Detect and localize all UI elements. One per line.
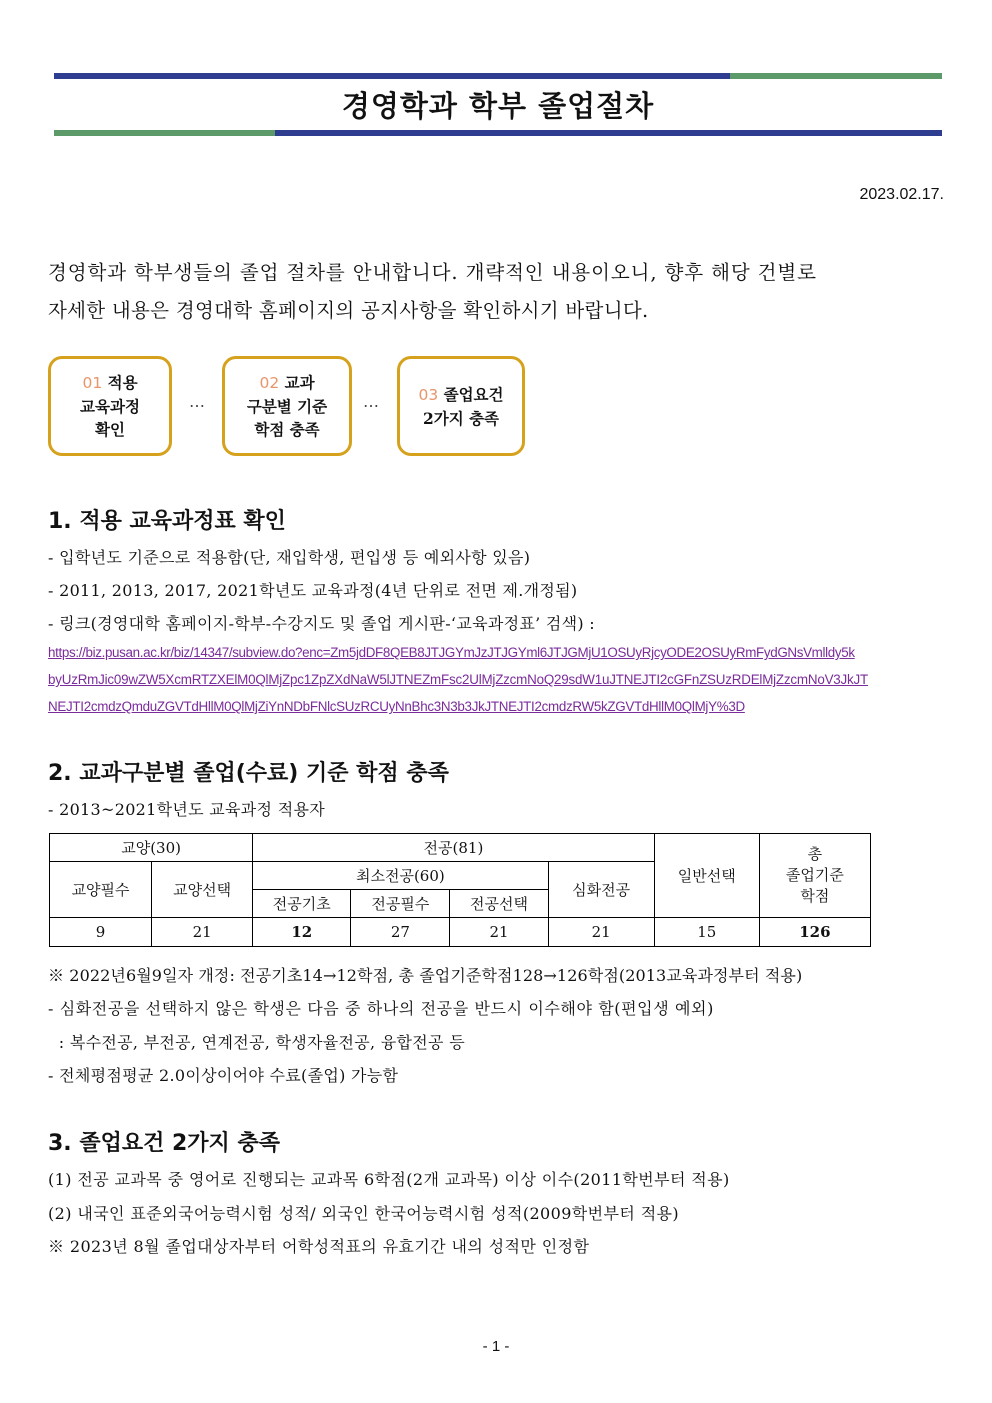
th-minimum-major: 최소전공(60): [253, 862, 548, 890]
section-3-heading: 3. 졸업요건 2가지 충족: [48, 1131, 280, 1156]
section-1-heading: 1. 적용 교육과정표 확인: [48, 509, 286, 534]
th-jeongong-group: 전공(81): [253, 834, 654, 862]
table-row: [50, 918, 871, 947]
curriculum-link-line-3[interactable]: NEJTI2cmdzQmduZGVTdHllM0QlMjZiYnNDbFNlcSUzRCUyNnBhc3N3b3JkJTNEJTI2cmdzRW5kZGVTdHllM0QlMjY%3D: [48, 699, 745, 714]
th-gyoyang-elective: 교양선택: [152, 862, 253, 918]
step-1-line2: 교육과정: [80, 397, 140, 416]
th-general-elective: 일반선택: [654, 834, 759, 918]
credit-requirements-table: [49, 833, 871, 947]
section-3-item-2: (2) 내국인 표준외국어능력시험 성적/ 외국인 한국어능력시험 성적(2009학번부터 적용): [48, 1204, 680, 1223]
cell-general-elective: 15: [654, 918, 759, 947]
step-3-line1: 졸업요건: [443, 384, 504, 404]
th-major-basic: 전공기초: [253, 890, 351, 918]
document-date: 2023.02.17.: [859, 186, 944, 203]
step-separator-1: …: [189, 392, 205, 411]
cell-major-required: 27: [351, 918, 450, 947]
step-1-box: [48, 356, 172, 456]
header-bottom-bar-navy: [275, 130, 942, 136]
step-2-line3: 학점 충족: [254, 420, 320, 439]
section-2-subtitle: - 2013~2021학년도 교육과정 적용자: [48, 800, 325, 819]
section-3-item-3: ※ 2023년 8월 졸업대상자부터 어학성적표의 유효기간 내의 성적만 인정함: [48, 1237, 590, 1256]
step-3-box: [397, 356, 525, 456]
cell-gyoyang-elective: 21: [152, 918, 253, 947]
step-1-line3: 확인: [95, 420, 125, 439]
th-gyoyang-group: 교양(30): [50, 834, 253, 862]
th-advanced-major: 심화전공: [548, 862, 654, 918]
step-2-box: [222, 356, 352, 456]
section-2-note-1: ※ 2022년6월9일자 개정: 전공기초14→12학점, 총 졸업기준학점128→126학점(2013교육과정부터 적용): [48, 966, 803, 985]
step-2-line1: 교과: [284, 373, 315, 392]
th-total-line1: 총: [807, 845, 823, 863]
th-total-line3: 학점: [800, 887, 830, 905]
step-1-line1: 적용: [107, 373, 138, 392]
section-2-note-4: - 전체평점평균 2.0이상이어야 수료(졸업) 가능함: [48, 1066, 399, 1085]
th-total-line2: 졸업기준: [785, 866, 844, 884]
th-major-required: 전공필수: [351, 890, 450, 918]
header-top-bar-navy: [54, 73, 730, 79]
step-2-number: 02: [259, 374, 280, 392]
cell-advanced-major: 21: [548, 918, 654, 947]
step-separator-2: …: [363, 392, 379, 411]
page-title: 경영학과 학부 졸업절차: [341, 89, 655, 123]
cell-major-basic: 12: [253, 918, 351, 947]
section-2-heading: 2. 교과구분별 졸업(수료) 기준 학점 충족: [48, 761, 449, 786]
section-3-item-1: (1) 전공 교과목 중 영어로 진행되는 교과목 6학점(2개 교과목) 이상 이수(2011학번부터 적용): [48, 1170, 730, 1189]
header-bottom-bar-green: [54, 130, 275, 136]
th-major-elective: 전공선택: [450, 890, 548, 918]
section-2-note-3: : 복수전공, 부전공, 연계전공, 학생자율전공, 융합전공 등: [48, 1033, 465, 1052]
step-3-line2: 2가지 충족: [422, 408, 500, 428]
cell-major-elective: 21: [450, 918, 548, 947]
step-1-number: 01: [82, 374, 103, 392]
curriculum-link-line-1[interactable]: https://biz.pusan.ac.kr/biz/14347/subview.do?enc=Zm5jdDF8QEB8JTJGYmJzJTJGYml6JTJGMjU1OSUyRjcyODE2OSUyRmFydGNsVmlldy5k: [48, 645, 855, 660]
intro-line-2: 자세한 내용은 경영대학 홈페이지의 공지사항을 확인하시기 바랍니다.: [48, 299, 649, 322]
section-1-item-1: - 입학년도 기준으로 적용함(단, 재입학생, 편입생 등 예외사항 있음): [48, 548, 531, 567]
cell-gyoyang-required: 9: [50, 918, 152, 947]
section-1-item-3: - 링크(경영대학 홈페이지-학부-수강지도 및 졸업 게시판-‘교육과정표’ 검색) :: [48, 614, 595, 633]
section-2-note-2: - 심화전공을 선택하지 않은 학생은 다음 중 하나의 전공을 반드시 이수해야 함(편입생 예외): [48, 999, 714, 1018]
page-number: - 1 -: [482, 1338, 510, 1355]
curriculum-link-line-2[interactable]: byUzRmJic09wZW5XcmRTZXElM0QlMjZpc1ZpZXdNaW5lJTNEZmFsc2UlMjZzcmNoQ29sdW1uJTNEJTI2cGFnZSUzRDElMjZzcmNoV3JkJT: [48, 672, 869, 687]
th-total-credits: [759, 834, 870, 918]
header-top-bar-green: [730, 73, 942, 79]
th-gyoyang-required: 교양필수: [50, 862, 152, 918]
step-3-number: 03: [418, 385, 439, 404]
section-1-item-2: - 2011, 2013, 2017, 2021학년도 교육과정(4년 단위로 전면 제.개정됨): [48, 581, 578, 600]
step-2-line2: 구분별 기준: [246, 397, 328, 416]
intro-line-1: 경영학과 학부생들의 졸업 절차를 안내합니다. 개략적인 내용이오니, 향후 해당 건별로: [48, 261, 817, 284]
cell-total-credits: 126: [759, 918, 870, 947]
